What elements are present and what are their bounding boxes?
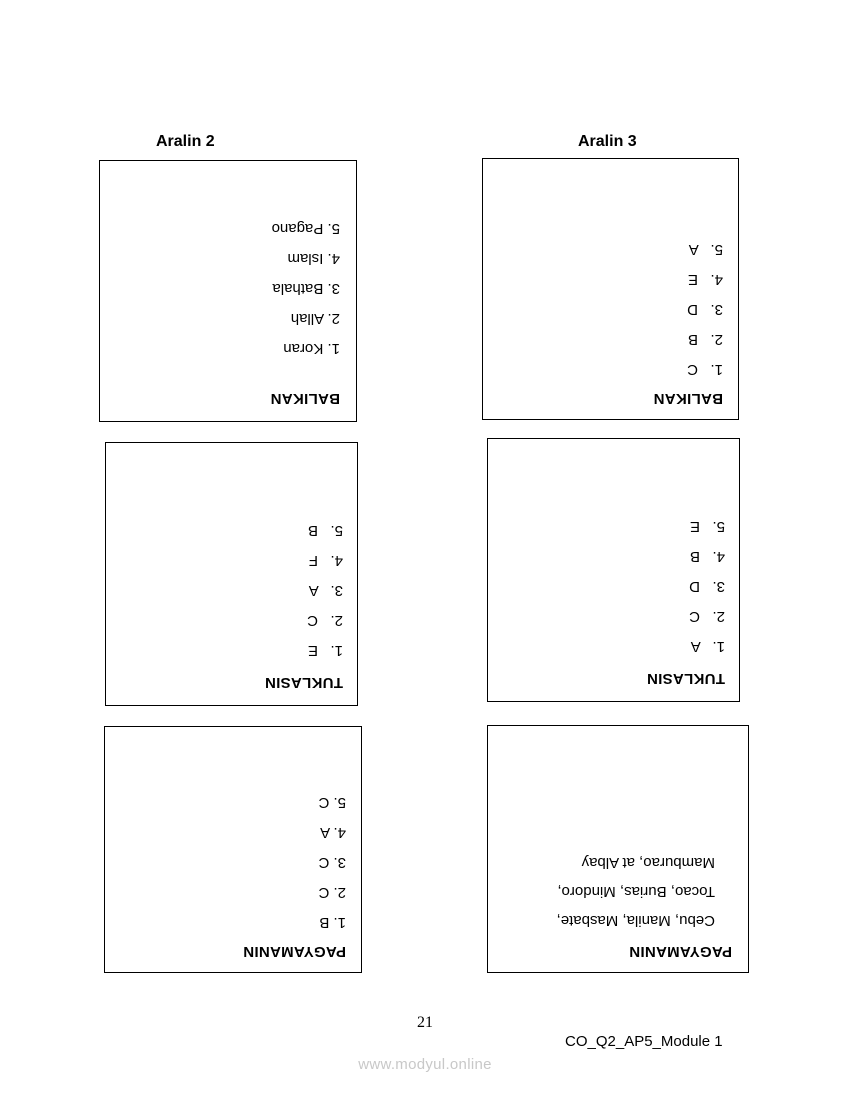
item-value: Pagano (271, 220, 324, 237)
item-value: Allah (290, 310, 325, 327)
item-number: 3. (330, 582, 343, 599)
answer-list (689, 511, 725, 661)
paragraph-line: Mamburao, at Albay (581, 854, 715, 871)
list-item (687, 294, 723, 324)
box-title: TUKLASIN (264, 674, 343, 691)
answer-paragraph (557, 848, 715, 935)
item-value: A (690, 638, 701, 655)
paragraph-line: Cebu, Manila, Masbate, (556, 912, 715, 929)
item-number: 2. (327, 310, 340, 327)
item-value: D (689, 578, 700, 595)
item-value: Islam (287, 250, 324, 267)
item-number: 3. (327, 280, 340, 297)
aralin-2-pagyamanin-box (104, 726, 362, 973)
answer-list (307, 515, 343, 665)
item-value: C (318, 854, 330, 871)
box-title: TUKLASIN (646, 670, 725, 687)
item-number: 1. (712, 638, 725, 655)
item-number: 4. (710, 271, 723, 288)
answer-list (687, 234, 723, 384)
list-item (272, 273, 340, 303)
list-item (272, 333, 340, 363)
box-title: PAGYAMANIN (628, 943, 732, 960)
list-item (689, 631, 725, 661)
list-item (689, 511, 725, 541)
item-value: C (318, 794, 330, 811)
list-item (687, 234, 723, 264)
list-item (307, 635, 343, 665)
item-number: 4. (330, 552, 343, 569)
box-title: PAGYAMANIN (242, 943, 346, 960)
item-number: 3. (333, 854, 346, 871)
item-number: 5. (333, 794, 346, 811)
item-number: 5. (327, 220, 340, 237)
item-value: F (308, 552, 318, 569)
list-item (687, 354, 723, 384)
item-value: E (687, 271, 698, 288)
box-title: BALIKAN (270, 390, 340, 407)
watermark: www.modyul.online (358, 1056, 492, 1073)
list-item (307, 605, 343, 635)
item-value: B (689, 548, 700, 565)
item-value: A (688, 241, 699, 258)
item-number: 5. (710, 241, 723, 258)
paragraph-line: Tocao, Burias, Mindoro, (557, 883, 715, 900)
item-number: 1. (330, 642, 343, 659)
list-item (318, 877, 346, 907)
item-value: A (308, 582, 319, 599)
list-item (687, 264, 723, 294)
list-item (307, 575, 343, 605)
list-item (318, 817, 346, 847)
item-number: 2. (330, 612, 343, 629)
item-number: 4. (333, 824, 346, 841)
item-number: 3. (710, 301, 723, 318)
list-item (318, 907, 346, 937)
item-number: 1. (710, 361, 723, 378)
item-value: C (689, 608, 700, 625)
item-value: Bathala (272, 280, 324, 297)
list-item (272, 213, 340, 243)
list-item (272, 243, 340, 273)
item-number: 5. (330, 522, 343, 539)
list-item (318, 847, 346, 877)
answer-list (272, 213, 340, 363)
item-number: 2. (333, 884, 346, 901)
item-number: 2. (710, 331, 723, 348)
item-value: B (307, 522, 318, 539)
aralin-3-heading: Aralin 3 (578, 133, 637, 150)
item-number: 1. (333, 914, 346, 931)
list-item (689, 571, 725, 601)
list-item (272, 303, 340, 333)
item-value: E (689, 518, 700, 535)
item-value: Koran (283, 340, 324, 357)
page-number: 21 (417, 1014, 433, 1031)
list-item (687, 324, 723, 354)
item-value: B (319, 914, 330, 931)
item-value: B (687, 331, 698, 348)
aralin-2-tuklasin-box (105, 442, 358, 706)
item-number: 4. (712, 548, 725, 565)
item-number: 4. (327, 250, 340, 267)
list-item (318, 787, 346, 817)
item-value: A (320, 824, 331, 841)
item-number: 5. (712, 518, 725, 535)
aralin-3-balikan-box (482, 158, 739, 420)
aralin-2-balikan-box (99, 160, 357, 422)
aralin-3-pagyamanin-box (487, 725, 749, 973)
item-value: E (307, 642, 318, 659)
box-title: BALIKAN (653, 390, 723, 407)
item-value: C (307, 612, 318, 629)
item-number: 2. (712, 608, 725, 625)
list-item (689, 601, 725, 631)
module-code: CO_Q2_AP5_Module 1 (565, 1033, 723, 1050)
item-value: C (318, 884, 330, 901)
list-item (307, 545, 343, 575)
item-number: 3. (712, 578, 725, 595)
item-value: C (687, 361, 698, 378)
aralin-3-tuklasin-box (487, 438, 740, 702)
item-value: D (687, 301, 698, 318)
aralin-2-heading: Aralin 2 (156, 133, 215, 150)
list-item (307, 515, 343, 545)
item-number: 1. (327, 340, 340, 357)
list-item (689, 541, 725, 571)
answer-list (318, 787, 346, 937)
